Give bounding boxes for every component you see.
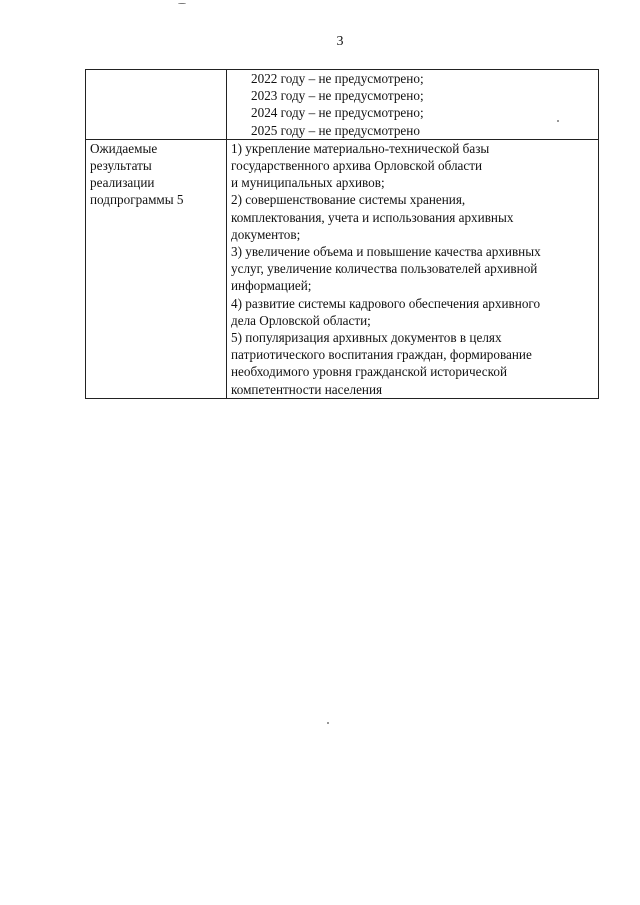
label-line: Ожидаемые xyxy=(90,140,158,156)
result-line: 1) укрепление материально-технической базы xyxy=(231,140,490,156)
result-line: 2) совершенствование системы хранения, xyxy=(231,192,466,208)
result-line: 5) популяризация архивных документов в целях xyxy=(231,330,502,346)
label-line: результаты xyxy=(90,158,152,174)
result-line: информацией; xyxy=(231,278,312,294)
result-line: дела Орловской области; xyxy=(231,312,371,328)
result-line: 3) увеличение объема и повышение качества архивных xyxy=(231,244,541,260)
label-cell-empty xyxy=(86,70,227,140)
table-row xyxy=(86,139,599,398)
scan-speck xyxy=(557,120,559,122)
funding-line-2022: 2022 году – не предусмотрено; xyxy=(251,71,424,86)
result-line: комплектования, учета и использования архивных xyxy=(231,209,514,225)
result-line: услуг, увеличение количества пользователей архивной xyxy=(231,261,538,277)
table-row xyxy=(86,70,599,140)
funding-line-2024: 2024 году – не предусмотрено; xyxy=(251,105,424,121)
expected-results-cell xyxy=(227,139,599,398)
page-number: 3 xyxy=(336,34,344,49)
result-line: патриотического воспитания граждан, формирование xyxy=(231,347,532,363)
funding-line-2023: 2023 году – не предусмотрено; xyxy=(251,88,424,104)
funding-line-2025: 2025 году – не предусмотрено xyxy=(251,122,420,138)
program-table xyxy=(85,69,599,399)
scan-speck xyxy=(178,3,186,4)
label-line: реализации xyxy=(90,175,155,191)
expected-results-label xyxy=(86,139,227,398)
result-line: и муниципальных архивов; xyxy=(231,175,385,191)
scan-speck xyxy=(327,722,329,724)
result-line: документов; xyxy=(231,226,301,242)
label-line: подпрограммы 5 xyxy=(90,192,184,208)
result-line: 4) развитие системы кадрового обеспечения архивного xyxy=(231,295,541,311)
result-line: государственного архива Орловской области xyxy=(231,158,483,174)
result-line: необходимого уровня гражданской исторической xyxy=(231,364,508,380)
funding-cell xyxy=(227,70,599,140)
result-line: компетентности населения xyxy=(231,381,383,397)
